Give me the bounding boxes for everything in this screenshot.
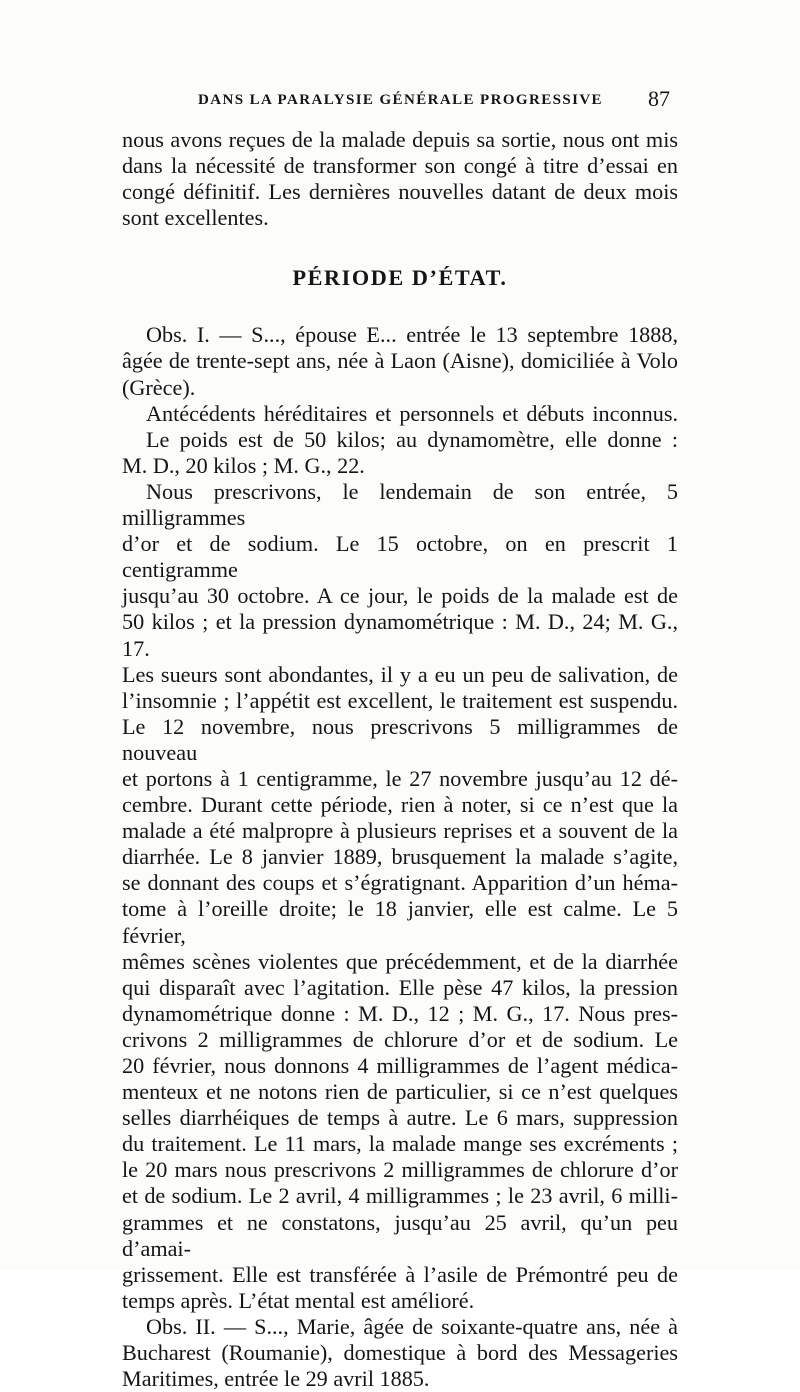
obs-line: Bucharest (Roumanie), domestique à bord des Messageries [122,1340,678,1366]
obs-line: menteux et ne notons rien de particulier, si ce n’est quelques [122,1079,678,1105]
obs-line: et portons à 1 centigramme, le 27 novembre jusqu’au 12 dé- [122,765,678,791]
obs-line: (Grèce). [122,374,196,400]
obs-line: tome à l’oreille droite; le 18 janvier, elle est calme. Le 5 février, [122,896,678,948]
obs-line: malade a été malpropre à plusieurs reprises et a souvent de la [122,818,678,844]
obs-line: qui disparaît avec l’agitation. Elle pèse 47 kilos, la pression [122,974,678,1000]
text-line: nous avons reçues de la malade depuis sa sortie, nous ont mis [122,127,678,152]
obs-line: Nous prescrivons, le lendemain de son entrée, 5 milligrammes [122,478,678,531]
section-heading: PÉRIODE D’ÉTAT. [292,265,508,291]
obs-line: du traitement. Le 11 mars, la malade mange ses excréments ; [122,1131,678,1157]
page-number: 87 [648,86,670,111]
obs-line: d’or et de sodium. Le 15 octobre, on en prescrit 1 centigramme [122,531,678,583]
obs-line: Les sueurs sont abondantes, il y a eu un peu de salivation, de [122,661,678,687]
running-title: DANS LA PARALYSIE GÉNÉRALE PROGRESSIVE [198,92,603,108]
obs-line: grissement. Elle est transférée à l’asile de Prémontré peu de [122,1261,678,1287]
obs-line: mêmes scènes violentes que précédemment, et de la diarrhée [122,948,678,974]
obs-line: crivons 2 milligrammes de chlorure d’or et de sodium. Le [122,1026,678,1052]
text-line: sont excellentes. [122,205,269,231]
obs-line: Obs. II. — S..., Marie, âgée de soixante-quatre ans, née à [146,1313,678,1339]
obs-line: jusqu’au 30 octobre. A ce jour, le poids de la malade est de [122,583,678,609]
obs-line: le 20 mars nous prescrivons 2 milligrammes de chlorure d’or [122,1157,678,1183]
obs-line: M. D., 20 kilos ; M. G., 22. [122,452,365,478]
obs-line: âgée de trente-sept ans, née à Laon (Aisne), domiciliée à Volo [122,348,678,374]
text-line: congé définitif. Les dernières nouvelles datant de deux mois [122,179,678,205]
obs-line: et de sodium. Le 2 avril, 4 milligrammes ; le 23 avril, 6 milli- [122,1183,678,1209]
obs-line: temps après. L’état mental est amélioré. [122,1287,475,1313]
obs-line: Obs. I. — S..., épouse E... entrée le 13 septembre 1888, [146,322,678,348]
obs-line: l’insomnie ; l’appétit est excellent, le traitement est suspendu. [122,687,678,713]
obs-line: grammes et ne constatons, jusqu’au 25 avril, qu’un peu d’amai- [122,1209,678,1261]
obs-line: selles diarrhéiques de temps à autre. Le 6 mars, suppression [122,1105,678,1131]
obs-line: Le poids est de 50 kilos; au dynamomètre, elle donne : [146,426,678,452]
obs-line: cembre. Durant cette période, rien à noter, si ce n’est que la [122,792,678,818]
obs-line: 50 kilos ; et la pression dynamométrique : M. D., 24; M. G., 17. [122,609,678,661]
obs-line: Antécédents héréditaires et personnels et débuts inconnus. [146,400,678,426]
obs-line: Le 12 novembre, nous prescrivons 5 milligrammes de nouveau [122,713,678,765]
obs-line: se donnant des coups et s’égratignant. Apparition d’un héma- [122,870,678,896]
text-block [122,127,678,1392]
obs-line: dynamométrique donne : M. D., 12 ; M. G., 17. Nous pres- [122,1000,678,1026]
text-line: dans la nécessité de transformer son congé à titre d’essai en [122,153,678,179]
obs-line: 20 février, nous donnons 4 milligrammes de l’agent médica- [122,1053,678,1078]
obs-line: diarrhée. Le 8 janvier 1889, brusquement la malade s’agite, [122,844,678,870]
obs-line: Maritimes, entrée le 29 avril 1885. [122,1366,430,1392]
